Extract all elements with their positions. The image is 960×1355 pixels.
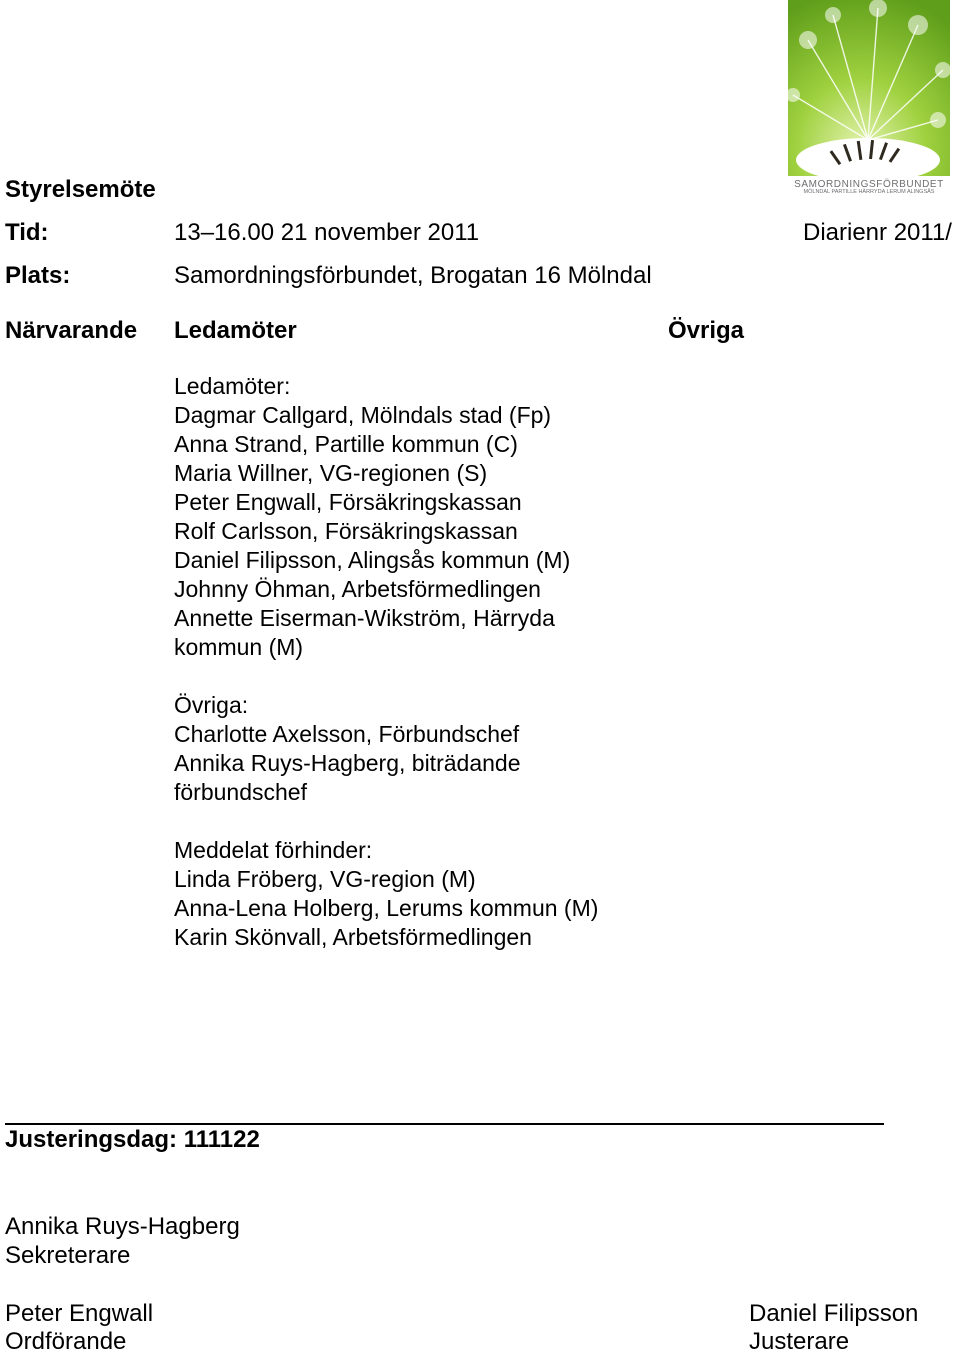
time-label: Tid: [5, 219, 49, 246]
list-item: Johnny Öhman, Arbetsförmedlingen [174, 576, 541, 602]
place-value: Samordningsförbundet, Brogatan 16 Mölndal [174, 262, 652, 289]
justering-date: Justeringsdag: 111122 [5, 1126, 260, 1153]
absent-heading: Meddelat förhinder: [174, 837, 373, 863]
diarienr: Diarienr 2011/ [803, 219, 952, 246]
attendance-label: Närvarande [5, 317, 138, 344]
list-item: Karin Skönvall, Arbetsförmedlingen [174, 924, 532, 950]
dandelion-logo-image [788, 0, 950, 176]
list-item: Charlotte Axelsson, Förbundschef [174, 721, 520, 747]
list-item: kommun (M) [174, 634, 304, 660]
secretary-name: Annika Ruys-Hagberg [5, 1213, 240, 1240]
others-column-heading: Övriga [668, 317, 745, 344]
adjuster-name: Daniel Filipsson [749, 1300, 919, 1327]
members-heading: Ledamöter: [174, 373, 291, 399]
members-column-heading: Ledamöter [174, 317, 297, 344]
others-list [174, 691, 520, 807]
list-item: Annika Ruys-Hagberg, biträdande [174, 750, 521, 776]
list-item: Maria Willner, VG-regionen (S) [174, 460, 488, 486]
adjuster-role: Justerare [749, 1328, 850, 1355]
logo-name: SAMORDNINGSFÖRBUNDET [794, 179, 944, 190]
secretary-role: Sekreterare [5, 1242, 131, 1269]
chair-name: Peter Engwall [5, 1300, 154, 1327]
absent-list [174, 836, 598, 952]
list-item: Annette Eiserman-Wikström, Härryda [174, 605, 555, 631]
list-item: Anna-Lena Holberg, Lerums kommun (M) [174, 895, 599, 921]
list-item: förbundschef [174, 779, 307, 805]
others-heading: Övriga: [174, 692, 249, 718]
document-title: Styrelsemöte [5, 176, 156, 203]
time-value: 13–16.00 21 november 2011 [174, 219, 480, 246]
members-list [174, 372, 570, 662]
list-item: Daniel Filipsson, Alingsås kommun (M) [174, 547, 571, 573]
list-item: Peter Engwall, Försäkringskassan [174, 489, 522, 515]
list-item: Anna Strand, Partille kommun (C) [174, 431, 518, 457]
place-label: Plats: [5, 262, 71, 289]
signature-rule [5, 1123, 884, 1125]
list-item: Dagmar Callgard, Mölndals stad (Fp) [174, 402, 552, 428]
logo-cities: MÖLNDAL PARTILLE HÄRRYDA LERUM ALINGSÅS [803, 189, 935, 195]
list-item: Linda Fröberg, VG-region (M) [174, 866, 476, 892]
chair-role: Ordförande [5, 1328, 127, 1355]
list-item: Rolf Carlsson, Försäkringskassan [174, 518, 518, 544]
logo [788, 0, 950, 196]
